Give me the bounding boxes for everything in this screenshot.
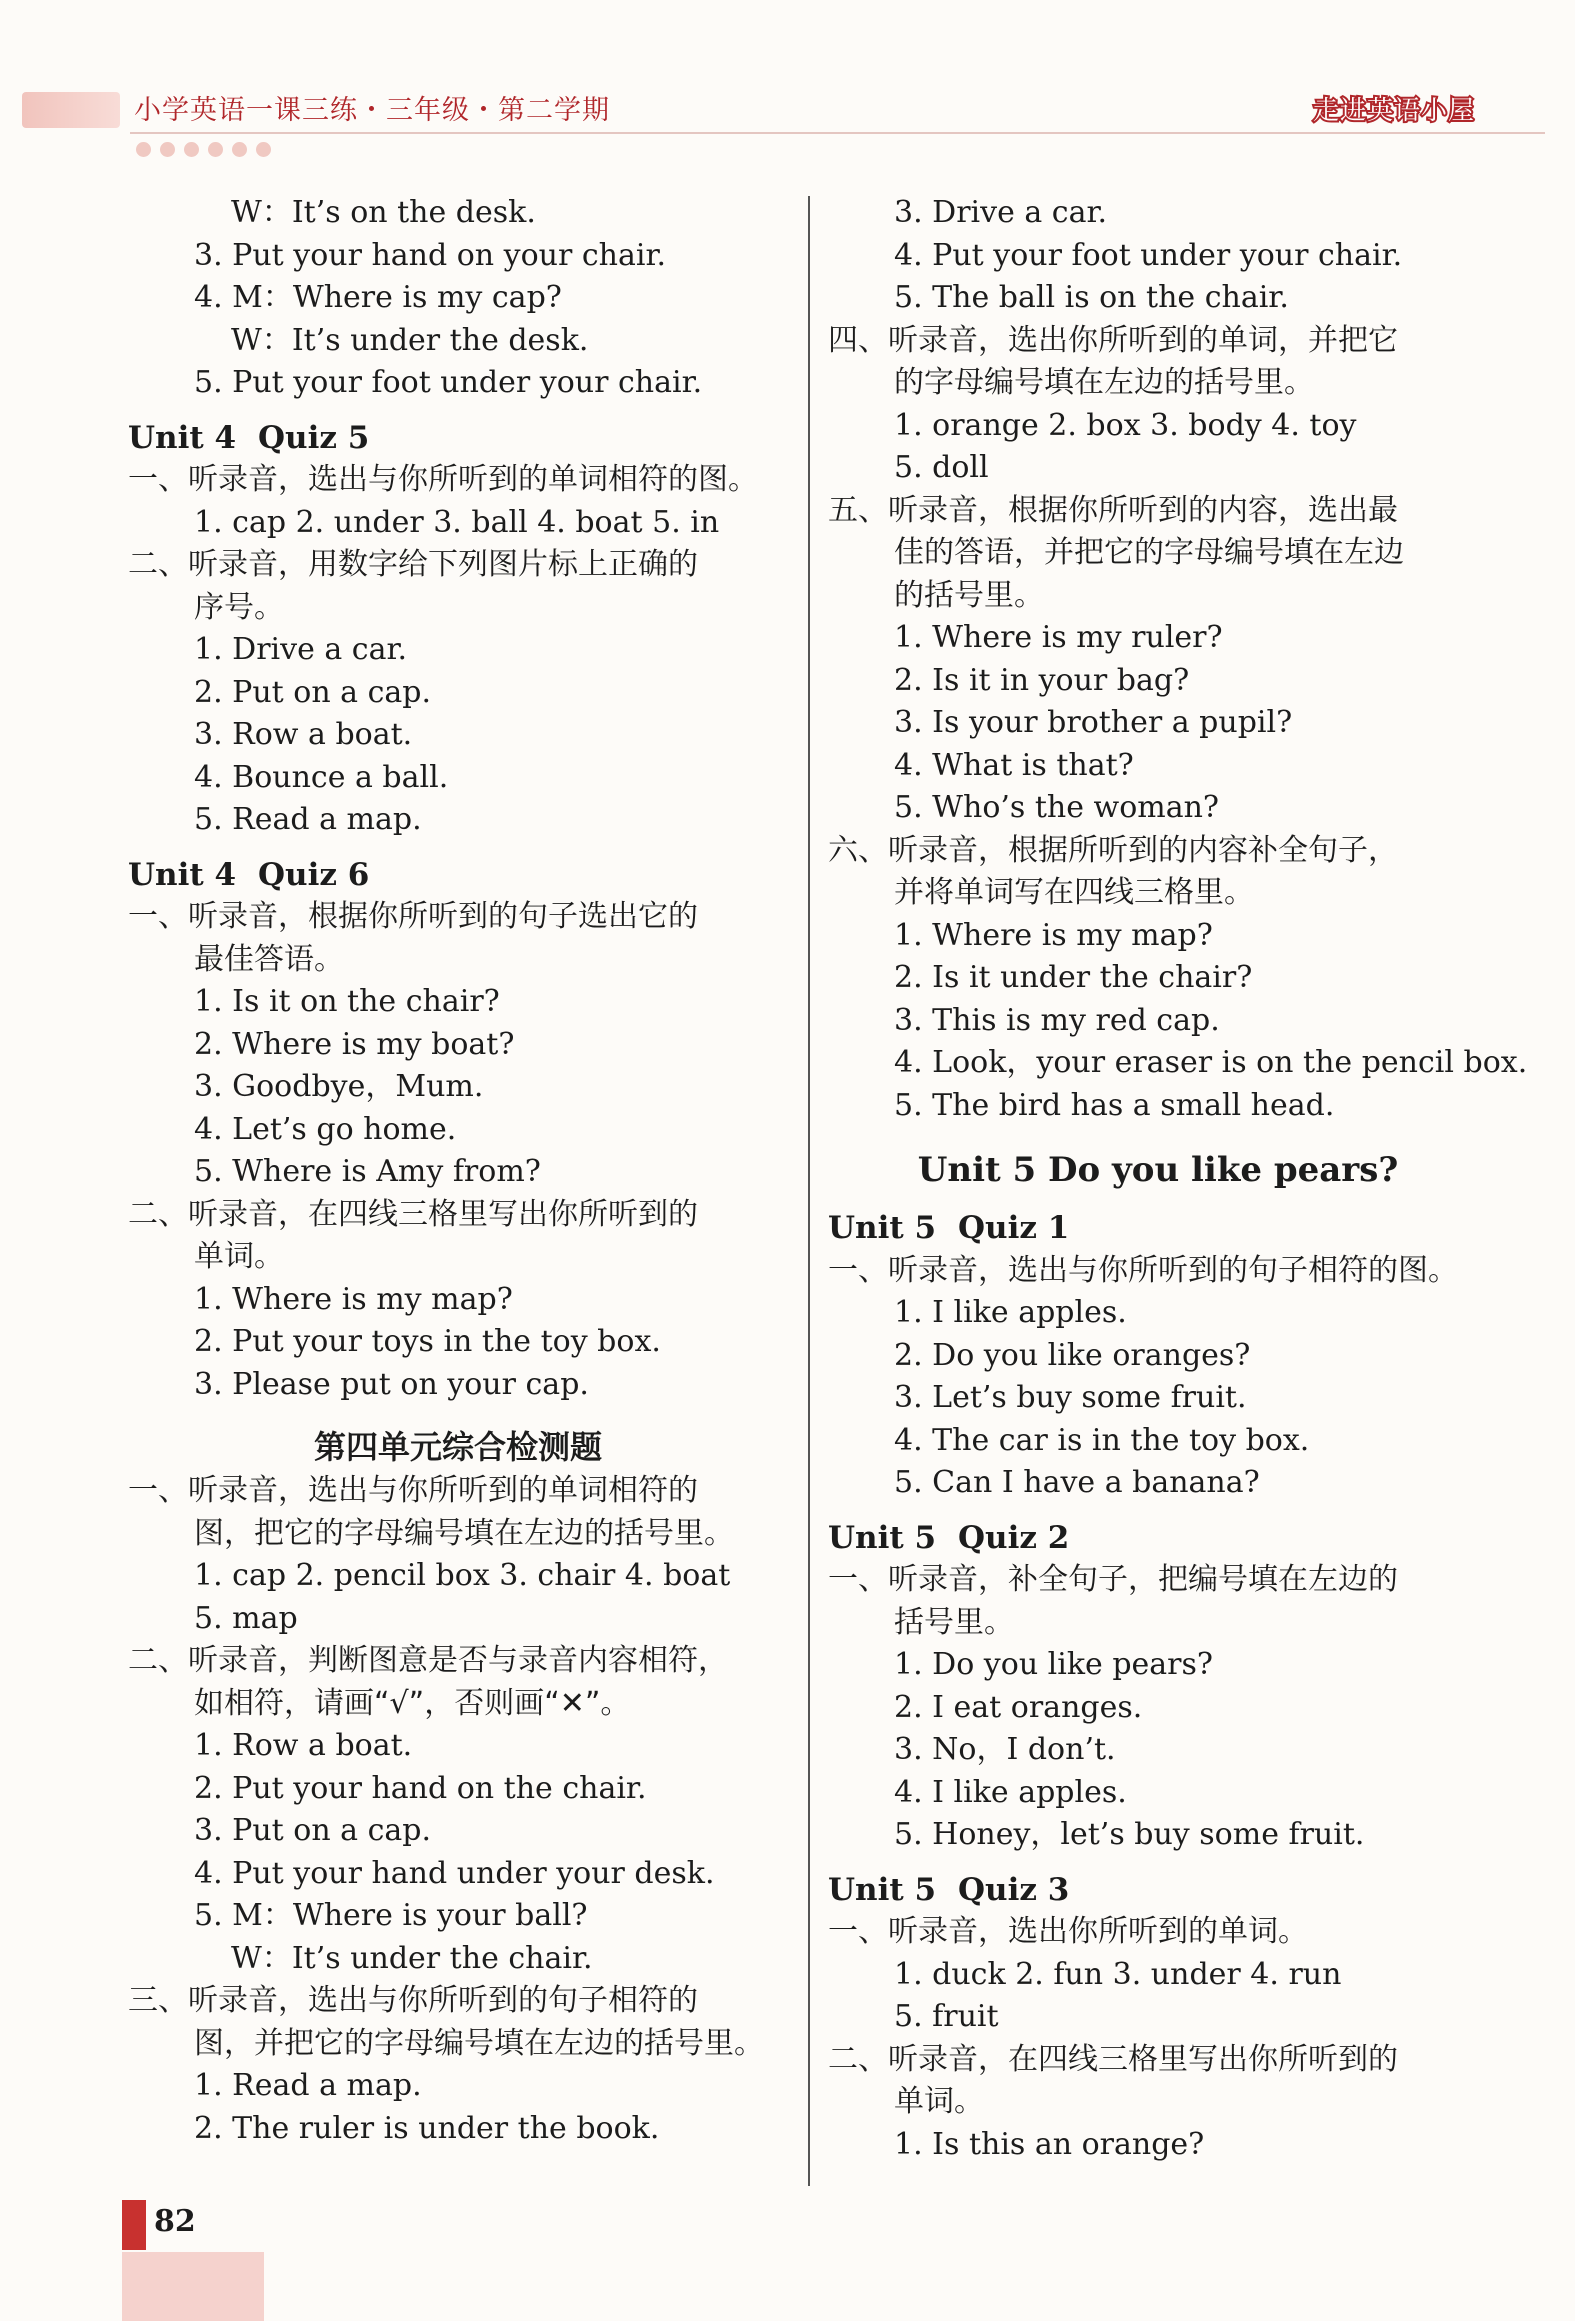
answer-line: 2. Where is my boat? bbox=[194, 1026, 515, 1062]
answer-line: 5. fruit bbox=[894, 1999, 999, 2034]
question-instruction: 一、听录音，选出与你所听到的单词相符的 bbox=[128, 1473, 698, 1508]
unit-label: Unit 5 bbox=[828, 1519, 937, 1556]
answer-line: 1. Is this an orange? bbox=[894, 2126, 1205, 2162]
answer-line: 3. Put on a cap. bbox=[194, 1813, 432, 1848]
answer-line: 1. Drive a car. bbox=[194, 632, 408, 667]
question-instruction: 一、听录音，选出与你所听到的句子相符的图。 bbox=[828, 1252, 1458, 1288]
answer-line: 4. Bounce a ball. bbox=[194, 759, 449, 795]
answer-line: 1. Do you like pears? bbox=[894, 1647, 1213, 1682]
unit-label: Unit 4 bbox=[128, 419, 237, 456]
quiz-label: Quiz 1 bbox=[958, 1210, 1070, 1246]
question-instruction: 序号。 bbox=[194, 589, 284, 625]
answer-line: 2. Is it in your bag? bbox=[894, 662, 1190, 698]
answer-line: 2. I eat oranges. bbox=[894, 1689, 1143, 1725]
unit-label: Unit 4 bbox=[128, 856, 237, 893]
question-instruction: 二、听录音，在四线三格里写出你所听到的 bbox=[128, 1196, 698, 1232]
right-column bbox=[828, 192, 1528, 2166]
answer-line: 5. Put your foot under your chair. bbox=[194, 365, 703, 400]
page-number-marker bbox=[122, 2200, 146, 2250]
unit-title: Unit 5 Do you like pears? bbox=[917, 1150, 1399, 1190]
question-instruction: 的字母编号填在左边的括号里。 bbox=[894, 365, 1314, 400]
question-instruction: 三、听录音，选出与你所听到的句子相符的 bbox=[128, 1983, 698, 2018]
quiz-heading bbox=[128, 417, 788, 460]
quiz-heading bbox=[828, 1207, 1488, 1250]
header-dots bbox=[136, 142, 271, 157]
quiz-label: Quiz 6 bbox=[258, 856, 370, 893]
answer-line: 3. Goodbye，Mum. bbox=[194, 1069, 484, 1104]
column-divider bbox=[808, 196, 810, 2186]
test-title: 第四单元综合检测题 bbox=[313, 1428, 602, 1466]
answer-line: 3. No，I don’t. bbox=[894, 1732, 1116, 1767]
question-instruction: 括号里。 bbox=[894, 1604, 1014, 1640]
answer-line: 2. Put your hand on the chair. bbox=[194, 1770, 647, 1806]
answer-line: 1. Read a map. bbox=[194, 2068, 422, 2103]
answer-line: 1. Where is my ruler? bbox=[894, 620, 1223, 655]
answer-line: 2. Put on a cap. bbox=[194, 674, 432, 710]
question-instruction: 一、听录音，选出与你所听到的单词相符的图。 bbox=[128, 462, 758, 497]
answer-line: 5. Where is Amy from? bbox=[194, 1154, 541, 1189]
answer-line: W：It’s under the chair. bbox=[231, 1940, 593, 1976]
question-instruction: 图，把它的字母编号填在左边的括号里。 bbox=[194, 1515, 734, 1551]
question-instruction: 并将单词写在四线三格里。 bbox=[894, 875, 1254, 910]
answer-line: 5. Honey，let’s buy some fruit. bbox=[894, 1817, 1365, 1852]
question-instruction: 最佳答语。 bbox=[194, 941, 344, 977]
quiz-label: Quiz 5 bbox=[258, 419, 370, 456]
answer-line: 1. cap 2. pencil box 3. chair 4. boat bbox=[194, 1558, 731, 1593]
answer-line: 4. The car is in the toy box. bbox=[894, 1422, 1310, 1458]
book-title: 小学英语一课三练・三年级・第二学期 bbox=[134, 95, 610, 126]
answer-line: 4. M：Where is my cap? bbox=[194, 280, 562, 315]
answer-line: 3. Row a boat. bbox=[194, 717, 413, 752]
answer-line: 1. Is it on the chair? bbox=[194, 984, 500, 1019]
question-instruction: 的括号里。 bbox=[894, 577, 1044, 613]
answer-line: 2. Do you like oranges? bbox=[894, 1337, 1251, 1373]
answer-line: 1. Where is my map? bbox=[894, 917, 1213, 953]
answer-line: 4. Put your foot under your chair. bbox=[894, 237, 1403, 273]
question-instruction: 二、听录音，在四线三格里写出你所听到的 bbox=[828, 2041, 1398, 2077]
unit-label: Unit 5 bbox=[828, 1210, 937, 1246]
answer-line: 4. Look，your eraser is on the pencil box. bbox=[894, 1045, 1528, 1080]
quiz-heading bbox=[128, 854, 788, 897]
question-instruction: 佳的答语，并把它的字母编号填在左边 bbox=[894, 535, 1404, 570]
quiz-label: Quiz 3 bbox=[958, 1871, 1070, 1908]
question-instruction: 一、听录音，根据你所听到的句子选出它的 bbox=[128, 899, 698, 934]
footer-decoration bbox=[122, 2252, 264, 2321]
answer-line: 1. duck 2. fun 3. under 4. run bbox=[894, 1956, 1342, 1992]
left-column bbox=[128, 192, 788, 2150]
answer-line: W：It’s on the desk. bbox=[231, 195, 536, 230]
question-instruction: 二、听录音，用数字给下列图片标上正确的 bbox=[128, 547, 698, 582]
question-instruction: 一、听录音，选出你所听到的单词。 bbox=[828, 1914, 1308, 1949]
answer-line: 3. Drive a car. bbox=[894, 195, 1108, 230]
page-number: 82 bbox=[154, 2204, 196, 2239]
header-decoration-bar bbox=[22, 92, 120, 128]
answer-line: 5. doll bbox=[894, 450, 989, 485]
answer-line: 5. Read a map. bbox=[194, 802, 422, 837]
answer-line: 2. Put your toys in the toy box. bbox=[194, 1324, 661, 1359]
answer-line: 2. Is it under the chair? bbox=[894, 960, 1253, 995]
answer-line: 4. What is that? bbox=[894, 747, 1134, 783]
answer-line: 1. orange 2. box 3. body 4. toy bbox=[894, 407, 1357, 443]
question-instruction: 图，并把它的字母编号填在左边的括号里。 bbox=[194, 2025, 764, 2061]
answer-line: 3. Is your brother a pupil? bbox=[894, 705, 1293, 740]
answer-line: 5. The bird has a small head. bbox=[894, 1087, 1335, 1123]
quiz-heading bbox=[828, 1517, 1488, 1560]
answer-line: 1. cap 2. under 3. ball 4. boat 5. in bbox=[194, 504, 720, 540]
answer-line: 5. Who’s the woman? bbox=[894, 790, 1219, 825]
question-instruction: 二、听录音，判断图意是否与录音内容相符， bbox=[128, 1643, 728, 1678]
answer-line: 5. The ball is on the chair. bbox=[894, 280, 1289, 315]
question-instruction: 五、听录音，根据你所听到的内容，选出最 bbox=[828, 492, 1398, 528]
answer-line: 4. Let’s go home. bbox=[194, 1111, 457, 1147]
answer-line: 3. Please put on your cap. bbox=[194, 1366, 589, 1402]
quiz-label: Quiz 2 bbox=[958, 1519, 1070, 1556]
unit-label: Unit 5 bbox=[828, 1871, 937, 1908]
answer-line: 5. M：Where is your ball? bbox=[194, 1898, 588, 1933]
answer-line: 4. I like apples. bbox=[894, 1774, 1127, 1810]
answer-line: 3. Let’s buy some fruit. bbox=[894, 1380, 1247, 1415]
answer-line: 2. The ruler is under the book. bbox=[194, 2110, 660, 2146]
answer-line: 1. I like apples. bbox=[894, 1295, 1127, 1330]
answer-line: 1. Where is my map? bbox=[194, 1281, 513, 1317]
header-rule bbox=[130, 132, 1545, 134]
question-instruction: 单词。 bbox=[194, 1239, 284, 1274]
answer-line: 1. Row a boat. bbox=[194, 1728, 413, 1763]
question-instruction: 如相符，请画“√”，否则画“✕”。 bbox=[194, 1685, 631, 1721]
answer-line: 5. map bbox=[194, 1600, 298, 1636]
answer-line: W：It’s under the desk. bbox=[231, 322, 589, 358]
answer-line: 5. Can I have a banana? bbox=[894, 1465, 1260, 1500]
question-instruction: 单词。 bbox=[894, 2084, 984, 2119]
question-instruction: 一、听录音，补全句子，把编号填在左边的 bbox=[828, 1562, 1398, 1597]
answer-line: 3. This is my red cap. bbox=[894, 1002, 1220, 1038]
quiz-heading bbox=[828, 1869, 1488, 1912]
answer-line: 4. Put your hand under your desk. bbox=[194, 1855, 715, 1891]
answer-line: 3. Put your hand on your chair. bbox=[194, 237, 667, 273]
question-instruction: 六、听录音，根据所听到的内容补全句子， bbox=[828, 832, 1398, 868]
question-instruction: 四、听录音，选出你所听到的单词，并把它 bbox=[828, 322, 1398, 358]
section-badge: 走进英语小屋 bbox=[1312, 96, 1475, 126]
